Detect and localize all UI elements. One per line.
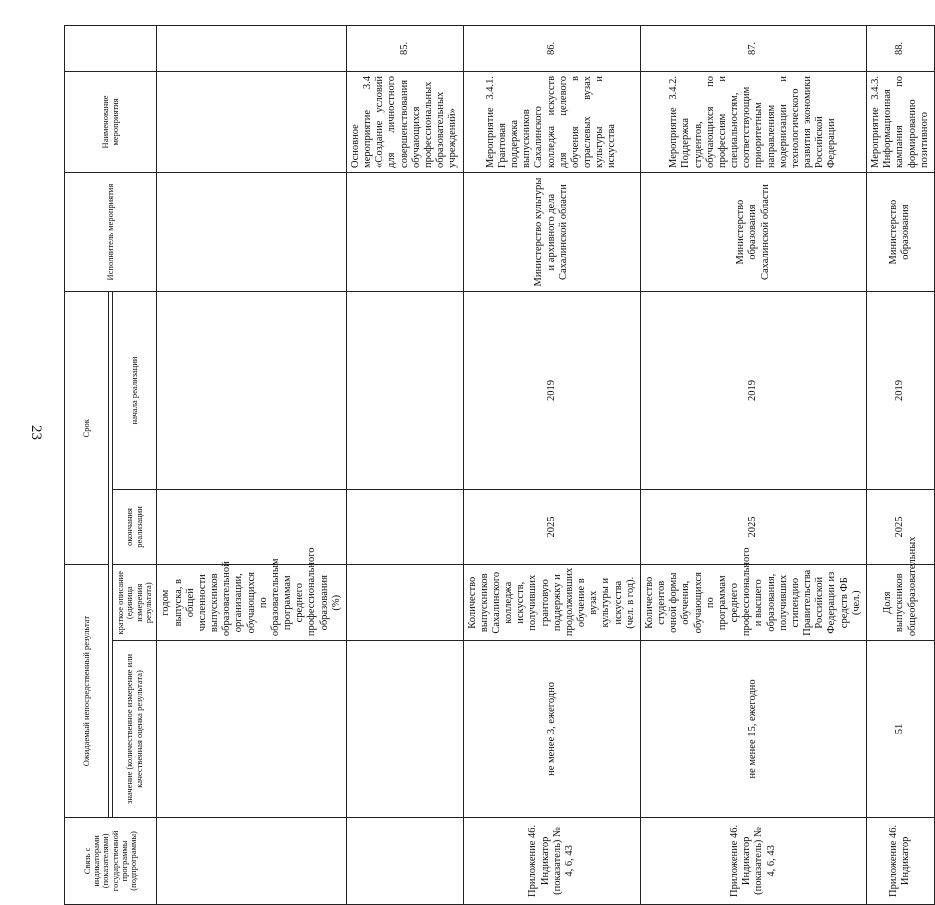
row-link: Приложение 46. Индикатор (показатель) № 4, 6, 43	[640, 817, 866, 904]
row-number: 87.	[640, 26, 866, 72]
table-row	[640, 26, 866, 905]
row-desc	[346, 565, 463, 641]
row-executor	[157, 172, 347, 291]
header-end: окончания реализации	[113, 489, 157, 565]
row-end: 2025	[867, 489, 935, 565]
row-name: Основное мероприятие 3.4 «Создание условий для личностного совершенствования обучающихся профессиональных образовательных учреждений»	[346, 71, 463, 172]
table-row	[463, 26, 640, 905]
row-number: 86.	[463, 26, 640, 72]
row-link: Приложение 46. Индикатор (показатель) № 4, 6, 43	[463, 817, 640, 904]
row-end: 2025	[463, 489, 640, 565]
header-start: начала реализации	[113, 292, 157, 489]
rotated-page	[64, 0, 930, 905]
row-end	[157, 489, 347, 565]
row-executor: Министерство культуры и архивного дела Сахалинской области	[463, 172, 640, 291]
row-name	[157, 71, 347, 172]
row-name: Мероприятие 3.4.3. Информационная кампания по формированию позитивного	[867, 71, 935, 172]
table-row	[346, 26, 463, 905]
header-link: Связь с индикаторами (показателями) государственной программы (подпрограммы)	[65, 817, 157, 904]
row-number: 88.	[867, 26, 935, 72]
measures-table	[64, 25, 935, 905]
row-number	[157, 26, 347, 72]
row-end	[346, 489, 463, 565]
header-executor: Исполнитель мероприятия	[65, 172, 157, 291]
row-start: 2019	[463, 292, 640, 489]
row-executor: Министерство образования Сахалинской области	[640, 172, 866, 291]
row-link: Приложение 46. Индикатор	[867, 817, 935, 904]
row-desc: Доля выпускников общеобразовательных	[867, 565, 935, 641]
row-end: 2025	[640, 489, 866, 565]
row-executor	[346, 172, 463, 291]
header-short-desc: краткое описание (единица измерения результата)	[113, 565, 157, 641]
table-row	[157, 26, 347, 905]
row-link	[346, 817, 463, 904]
page-number: 23	[28, 425, 44, 440]
header-value: значение (количественное измерение или качественная оценка результата)	[113, 641, 157, 818]
row-value	[346, 641, 463, 818]
row-start	[346, 292, 463, 489]
row-link	[157, 817, 347, 904]
row-executor: Министерство образования	[867, 172, 935, 291]
row-start	[157, 292, 347, 489]
row-start: 2019	[640, 292, 866, 489]
header-expected: Ожидаемый непосредственный результат	[65, 565, 109, 817]
row-start: 2019	[867, 292, 935, 489]
header-number	[65, 26, 157, 72]
row-value	[157, 641, 347, 818]
header-name: Наименование мероприятия	[65, 71, 157, 172]
row-number: 85.	[346, 26, 463, 72]
table-row	[867, 26, 935, 905]
row-value: 51	[867, 641, 935, 818]
row-desc: Количество выпускников Сахалинского колледжа искусств, получивших грантовую поддержку и продолживших обучение в вузах культуры и искусства (чел. в год).	[463, 565, 640, 641]
row-desc: годом выпуска, в общей численности выпускников образовательной организации, обучающихся по образовательным программам среднего профессионального образования (%)	[157, 565, 347, 641]
row-name: Мероприятие 3.4.2. Поддержка студентов, обучающихся по профессиям и специальностям, соответствующим приоритетным направлениям модернизации и технологического развития экономики Российской Федерации	[640, 71, 866, 172]
row-value: не менее 15, ежегодно	[640, 641, 866, 818]
row-desc: Количество студентов очной формы обучения, обучающихся по программам среднего профессионального и высшего образования, получивших стипендию Правительства Российской Федерации из средств ФБ (чел.)	[640, 565, 866, 641]
row-value: не менее 3, ежегодно	[463, 641, 640, 818]
row-name: Мероприятие 3.4.1. Грантовая поддержка выпускников Сахалинского колледжа искусств для целевого обучения в отраслевых вузах культуры и искусства	[463, 71, 640, 172]
header-term: Срок	[65, 292, 109, 565]
